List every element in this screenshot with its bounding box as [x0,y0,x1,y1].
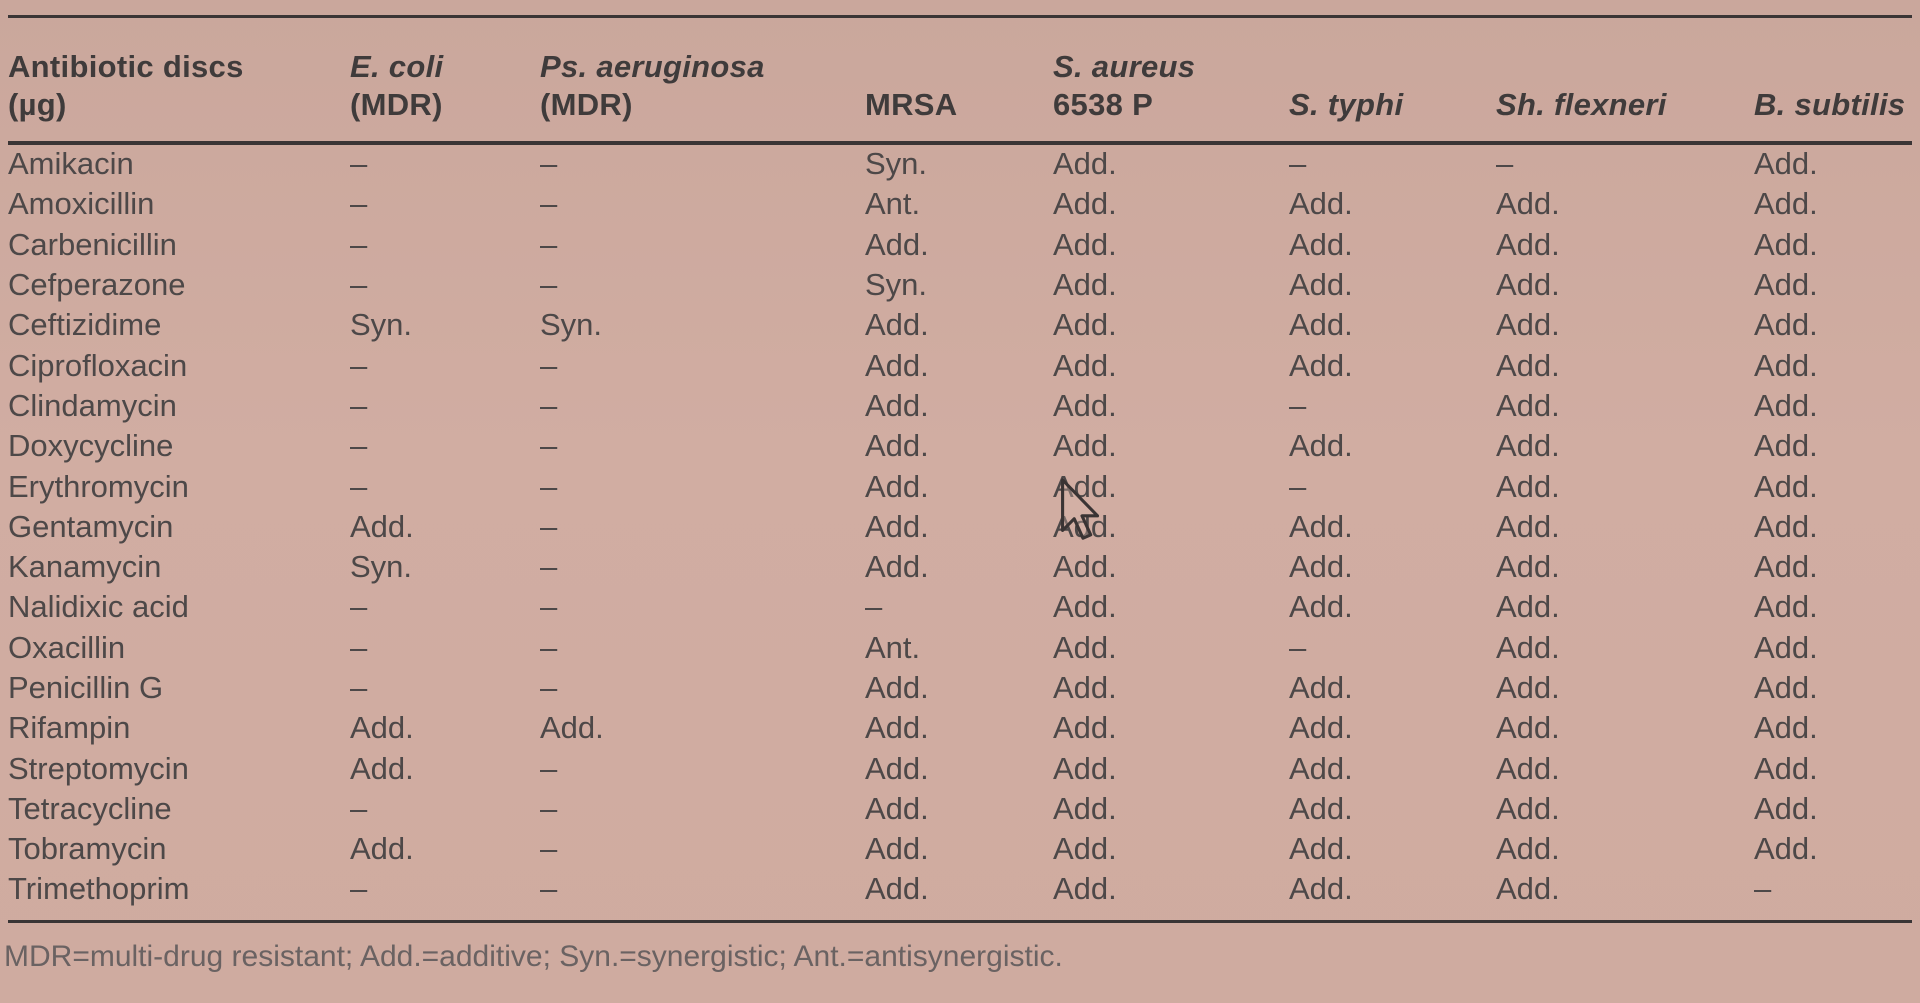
interaction-cell: – [540,508,558,544]
interaction-cell: Add. [1754,750,1818,786]
table-row [8,225,1912,265]
antibiotic-name-cell: Nalidixic acid [8,589,189,625]
interaction-cell: Add. [1496,347,1560,383]
interaction-cell: – [540,629,558,665]
interaction-cell: Add. [865,428,929,464]
interaction-cell: Ant. [865,629,921,665]
interaction-cell: – [1754,871,1772,907]
interaction-cell: – [540,790,558,826]
table-row [8,144,1912,184]
interaction-cell: – [350,790,368,826]
interaction-cell: Add. [1496,428,1560,464]
antibiotic-interaction-table [8,28,1912,910]
interaction-cell: Syn. [865,146,928,182]
interaction-cell: Add. [865,508,929,544]
antibiotic-name-cell: Carbenicillin [8,226,177,262]
interaction-cell: Add. [1053,710,1117,746]
interaction-cell: Add. [1754,670,1818,705]
antibiotic-name-cell: Ciprofloxacin [8,347,188,383]
interaction-cell: Add. [1496,549,1560,585]
interaction-cell: Add. [1754,267,1818,303]
interaction-cell: – [350,670,368,705]
table-row [8,386,1912,426]
interaction-cell: Add. [1754,710,1818,746]
antibiotic-name-cell: Trimethoprim [8,871,190,907]
interaction-cell: – [540,589,558,625]
interaction-cell: Add. [1496,387,1560,423]
antibiotic-name-cell: Erythromycin [8,468,189,504]
antibiotic-name-cell: Kanamycin [8,549,162,585]
interaction-cell: – [540,387,558,423]
column-header-line2: (MDR) [540,87,633,122]
column-header-1 [350,28,540,144]
table-row [8,708,1912,748]
interaction-cell: Add. [1053,387,1117,423]
interaction-cell: Add. [1053,186,1117,222]
interaction-cell: Add. [1289,871,1353,907]
interaction-cell: Add. [1496,468,1560,504]
interaction-cell: – [540,549,558,585]
column-header-5 [1289,28,1496,144]
interaction-cell: Add. [865,226,929,262]
antibiotic-name-cell: Amikacin [8,146,134,182]
interaction-cell: – [540,750,558,786]
mouse-pointer-icon [1058,478,1106,544]
interaction-cell: Add. [1053,347,1117,383]
interaction-cell: Add. [1053,750,1117,786]
interaction-cell: – [1496,146,1514,182]
interaction-cell: Add. [1496,750,1560,786]
interaction-cell: Add. [1053,589,1117,625]
interaction-cell: – [1289,468,1307,504]
column-header-3 [865,28,1053,144]
table-row [8,829,1912,869]
table-row [8,184,1912,224]
table-header [8,28,1912,144]
interaction-cell: Add. [1053,670,1117,705]
interaction-cell: Add. [1754,589,1818,625]
antibiotic-name-cell: Doxycycline [8,428,174,464]
antibiotic-name-cell: Rifampin [8,710,131,746]
interaction-cell: – [1289,387,1307,423]
table-row [8,748,1912,788]
interaction-cell: Add. [1754,508,1818,544]
interaction-cell: Add. [1289,428,1353,464]
interaction-cell: – [540,871,558,907]
interaction-cell: – [350,186,368,222]
interaction-cell: Add. [1754,226,1818,262]
interaction-cell: Add. [1053,468,1117,504]
table-footnote: MDR=multi-drug resistant; Add.=additive; Syn.=synergistic; Ant.=antisynergistic. [4,940,1063,973]
column-header-2 [540,28,865,144]
antibiotic-name-cell: Oxacillin [8,629,126,665]
interaction-cell: Add. [1289,186,1353,222]
interaction-cell: – [540,831,558,867]
interaction-cell: – [865,589,883,625]
column-header-line2: (MDR) [350,87,443,122]
antibiotic-name-cell: Cefperazone [8,267,186,303]
interaction-cell: Syn. [540,307,603,343]
bottom-rule [8,920,1912,923]
interaction-cell: – [540,428,558,464]
interaction-cell: Add. [1496,186,1560,222]
table-row [8,547,1912,587]
interaction-cell: Add. [865,831,929,867]
interaction-cell: Add. [1289,710,1353,746]
interaction-cell: Add. [1754,387,1818,423]
interaction-cell: Add. [865,750,929,786]
column-header-line2: 6538 P [1053,87,1154,122]
antibiotic-name-cell: Penicillin G [8,670,164,705]
interaction-cell: Add. [1496,670,1560,705]
interaction-cell: Add. [865,347,929,383]
column-header-line2: MRSA [865,87,958,122]
interaction-cell: Ant. [865,186,921,222]
interaction-cell: Add. [1053,307,1117,343]
column-header-0 [8,28,350,144]
interaction-cell: Add. [1496,790,1560,826]
header-row [8,28,1912,144]
interaction-cell: Add. [1289,226,1353,262]
column-header-line2: B. subtilis [1754,87,1906,122]
table-row [8,305,1912,345]
interaction-cell: – [540,347,558,383]
column-header-line1: Ps. aeruginosa [540,49,765,84]
table-row [8,789,1912,829]
header-rule [8,141,1912,145]
interaction-cell: Add. [1289,670,1353,705]
interaction-cell: Add. [1289,347,1353,383]
interaction-cell: – [540,186,558,222]
interaction-cell: Add. [1754,428,1818,464]
interaction-cell: Add. [1754,629,1818,665]
table-row [8,466,1912,506]
column-header-line2: Sh. flexneri [1496,87,1667,122]
table-row [8,507,1912,547]
interaction-cell: – [350,146,368,182]
interaction-cell: Add. [1496,267,1560,303]
interaction-cell: Add. [1053,871,1117,907]
interaction-cell: Add. [865,387,929,423]
interaction-cell: Add. [1289,267,1353,303]
interaction-cell: – [540,226,558,262]
interaction-cell: Add. [865,710,929,746]
interaction-cell: Add. [1053,790,1117,826]
interaction-cell: Add. [350,710,414,746]
interaction-cell: Syn. [350,549,413,585]
table-row [8,668,1912,708]
column-header-line1 [1289,48,1496,86]
interaction-cell: Add. [1053,267,1117,303]
antibiotic-name-cell: Amoxicillin [8,186,155,222]
interaction-cell: Add. [865,307,929,343]
table-body [8,144,1912,910]
antibiotic-name-cell: Tetracycline [8,790,172,826]
column-header-7 [1754,28,1912,144]
interaction-cell: Add. [540,710,604,746]
interaction-cell: – [1289,146,1307,182]
interaction-cell: Add. [865,468,929,504]
interaction-cell: – [350,387,368,423]
interaction-cell: Add. [1754,468,1818,504]
table-row [8,587,1912,627]
interaction-cell: Add. [350,750,414,786]
interaction-cell: Add. [1053,146,1117,182]
interaction-cell: Add. [1289,831,1353,867]
column-header-line1 [1754,48,1912,86]
interaction-cell: Add. [865,790,929,826]
antibiotic-name-cell: Clindamycin [8,387,177,423]
interaction-cell: – [350,468,368,504]
interaction-cell: Add. [1053,226,1117,262]
interaction-cell: Syn. [865,267,928,303]
top-rule [8,15,1912,18]
interaction-cell: Add. [1754,186,1818,222]
interaction-cell: – [350,629,368,665]
antibiotic-name-cell: Gentamycin [8,508,174,544]
interaction-cell: – [350,428,368,464]
interaction-cell: – [1289,629,1307,665]
column-header-line1: S. aureus [1053,49,1196,84]
interaction-cell: Add. [1289,549,1353,585]
table-row [8,345,1912,385]
interaction-cell: Add. [865,670,929,705]
interaction-cell: – [350,226,368,262]
interaction-cell: Add. [1289,790,1353,826]
antibiotic-name-cell: Streptomycin [8,750,189,786]
column-header-line2: (µg) [8,87,67,122]
interaction-cell: Add. [1496,629,1560,665]
interaction-cell: Add. [1496,508,1560,544]
interaction-cell: Add. [1289,750,1353,786]
interaction-cell: Add. [350,508,414,544]
column-header-line2: S. typhi [1289,87,1404,122]
interaction-cell: Add. [350,831,414,867]
table-row [8,426,1912,466]
interaction-cell: Add. [1053,428,1117,464]
interaction-cell: Add. [1754,146,1818,182]
interaction-cell: Add. [1754,307,1818,343]
table-row [8,869,1912,909]
column-header-line1: Antibiotic discs [8,49,244,84]
column-header-line1: E. coli [350,49,444,84]
interaction-cell: Add. [1496,307,1560,343]
interaction-cell: Add. [1053,508,1117,544]
interaction-cell: – [540,146,558,182]
interaction-cell: Add. [1496,226,1560,262]
interaction-cell: Add. [1053,629,1117,665]
interaction-cell: – [350,347,368,383]
interaction-cell: – [540,468,558,504]
interaction-cell: – [540,670,558,705]
interaction-cell: Add. [1496,871,1560,907]
interaction-cell: Add. [1754,831,1818,867]
interaction-cell: Add. [1496,589,1560,625]
interaction-cell: Add. [1289,508,1353,544]
interaction-cell: Add. [1496,710,1560,746]
table-row [8,628,1912,668]
interaction-cell: Add. [1754,549,1818,585]
interaction-cell: – [540,267,558,303]
interaction-cell: Add. [1289,307,1353,343]
antibiotic-name-cell: Ceftizidime [8,307,162,343]
interaction-cell: Syn. [350,307,413,343]
column-header-line1 [1496,48,1754,86]
interaction-cell: – [350,589,368,625]
interaction-cell: Add. [865,871,929,907]
interaction-cell: Add. [1053,831,1117,867]
interaction-cell: – [350,871,368,907]
interaction-cell: Add. [865,549,929,585]
antibiotic-name-cell: Tobramycin [8,831,167,867]
column-header-line1 [865,48,1053,86]
table-row [8,265,1912,305]
column-header-6 [1496,28,1754,144]
column-header-4 [1053,28,1289,144]
interaction-cell: Add. [1053,549,1117,585]
interaction-cell: Add. [1496,831,1560,867]
interaction-cell: – [350,267,368,303]
interaction-cell: Add. [1754,790,1818,826]
interaction-cell: Add. [1289,589,1353,625]
interaction-cell: Add. [1754,347,1818,383]
